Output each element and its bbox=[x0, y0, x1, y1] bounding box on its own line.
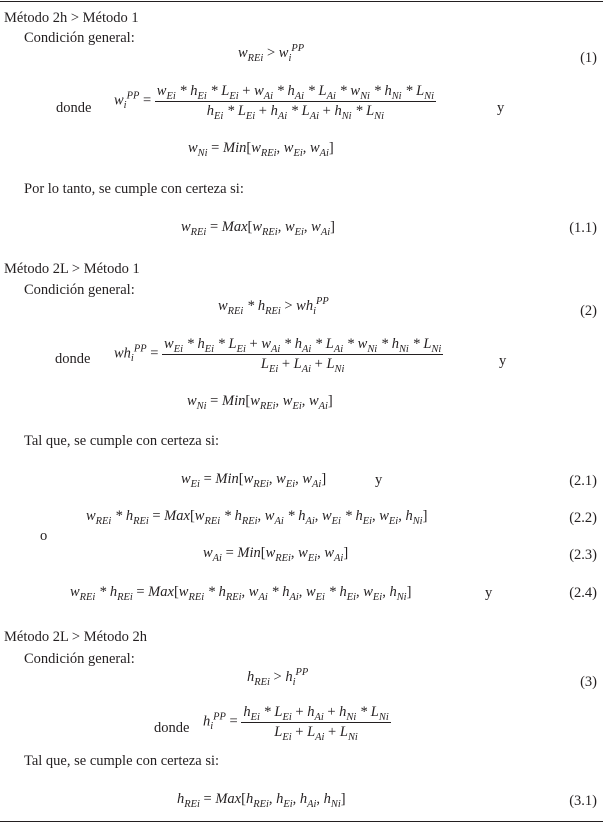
equation-2-definition: $wh_i^{PP}$ = $\frac{w_{Ei} * h_{Ei} * L_{Ei} + w_{Ai} * h_{Ai} * L_{Ai} * w_{Ni} * h_{Ni} * L_{Ni}}{L_{Ei} + L_{Ai} + L_{Ni}}$ bbox=[114, 336, 442, 375]
equation-2-4-y: y bbox=[485, 585, 493, 601]
equation-2-1-y: y bbox=[375, 472, 383, 488]
section2-such-that: Tal que, se cumple con certeza si: bbox=[24, 433, 220, 449]
equation-3-number: (3) bbox=[580, 674, 597, 690]
equation-2: $w_{REi} * h_{REi} > wh_i^{PP}$ bbox=[218, 296, 329, 317]
equation-2-number: (2) bbox=[580, 303, 597, 319]
equation-2-4: $w_{REi} * h_{REi} = Max[w_{REi} * h_{REi}$, $w_{Ai} * h_{Ai}$, $w_{Ei} * h_{Ei}$, $w_{Ei}$, $h_{Ni}$] bbox=[70, 584, 412, 603]
section3-heading: Método 2L > Método 2h bbox=[4, 629, 147, 645]
equation-1-donde: donde bbox=[56, 100, 92, 116]
equation-1-wni: $w_{Ni} = Min[w_{REi}$, $w_{Ei}$, $w_{Ai}$] bbox=[188, 140, 334, 159]
section1-heading: Método 2h > Método 1 bbox=[4, 10, 139, 26]
equation-2-3: $w_{Ai} = Min[w_{REi}$, $w_{Ei}$, $w_{Ai}$] bbox=[203, 545, 349, 564]
equation-3-definition: $h_i^{PP}$ = $\frac{h_{Ei} * L_{Ei} + h_{Ai} + h_{Ni} * L_{Ni}}{L_{Ei} + L_{Ai} + L_{Ni}}$ bbox=[203, 704, 389, 743]
equation-3-donde: donde bbox=[154, 720, 190, 736]
top-rule bbox=[0, 1, 603, 2]
bottom-rule bbox=[0, 821, 603, 822]
equation-1-number: (1) bbox=[580, 50, 597, 66]
equation-1-definition: $w_i^{PP}$ = $\frac{w_{Ei} * h_{Ei} * L_{Ei} + w_{Ai} * h_{Ai} * L_{Ai} * w_{Ni} * h_{Ni} * L_{Ni}}{h_{Ei} * L_{Ei} + h_{Ai} * L_{Ai} + h_{Ni} * L_{Ni}}$ bbox=[114, 83, 435, 122]
equation-2-2-number: (2.2) bbox=[569, 510, 597, 526]
equation-1-1: $w_{REi} = Max[w_{REi}$, $w_{Ei}$, $w_{Ai}$] bbox=[181, 219, 335, 238]
equation-1-1-number: (1.1) bbox=[569, 220, 597, 236]
equation-2-1: $w_{Ei} = Min[w_{REi}$, $w_{Ei}$, $w_{Ai}$] bbox=[181, 471, 327, 490]
section3-such-that: Tal que, se cumple con certeza si: bbox=[24, 753, 220, 769]
section2-heading: Método 2L > Método 1 bbox=[4, 261, 140, 277]
equation-2-donde: donde bbox=[55, 351, 91, 367]
equation-1-y: y bbox=[497, 100, 505, 116]
equation-2-4-number: (2.4) bbox=[569, 585, 597, 601]
equation-3-1-number: (3.1) bbox=[569, 793, 597, 809]
equation-2-3-number: (2.3) bbox=[569, 547, 597, 563]
equation-2-wni: $w_{Ni} = Min[w_{REi}$, $w_{Ei}$, $w_{Ai}$] bbox=[187, 393, 333, 412]
equation-2-1-number: (2.1) bbox=[569, 473, 597, 489]
equation-3: $h_{REi} > h_i^{PP}$ bbox=[247, 667, 309, 688]
section3-condition-label: Condición general: bbox=[24, 651, 135, 667]
equation-or: o bbox=[40, 528, 48, 544]
equation-2-y: y bbox=[499, 353, 507, 369]
equation-1: $w_{REi} > w_i^{PP}$ bbox=[238, 43, 305, 64]
equation-3-1: $h_{REi} = Max[h_{REi}$, $h_{Ei}$, $h_{Ai}$, $h_{Ni}$] bbox=[177, 791, 346, 810]
equation-2-2: $w_{REi} * h_{REi} = Max[w_{REi} * h_{REi}$, $w_{Ai} * h_{Ai}$, $w_{Ei} * h_{Ei}$, $w_{Ei}$, $h_{Ni}$] bbox=[86, 508, 428, 527]
section1-therefore: Por lo tanto, se cumple con certeza si: bbox=[24, 181, 244, 197]
section2-condition-label: Condición general: bbox=[24, 282, 135, 298]
section1-condition-label: Condición general: bbox=[24, 30, 135, 46]
